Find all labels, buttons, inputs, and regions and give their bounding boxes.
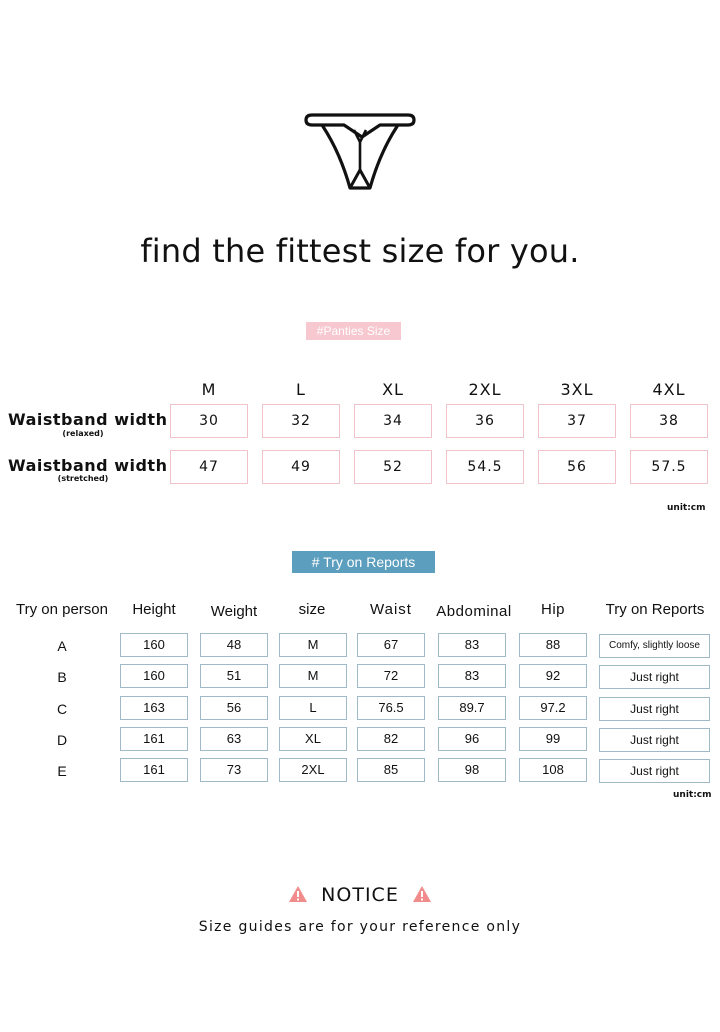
size-cell: 47 xyxy=(170,450,248,484)
hip-cell: 97.2 xyxy=(519,696,587,720)
size-cell: 49 xyxy=(262,450,340,484)
weight-cell: 51 xyxy=(200,664,268,688)
size-cell: M xyxy=(279,633,347,657)
waist-cell: 72 xyxy=(357,664,425,688)
size-header: M xyxy=(201,380,217,399)
size-cell: 54.5 xyxy=(446,450,524,484)
row-sub-stretched: (stretched) xyxy=(57,474,109,483)
header-hip: Hip xyxy=(540,601,565,618)
size-cell: 32 xyxy=(262,404,340,438)
report-cell: Just right xyxy=(599,728,710,752)
person-label: A xyxy=(57,638,67,654)
header-size: size xyxy=(298,601,326,618)
size-cell: 38 xyxy=(630,404,708,438)
weight-cell: 56 xyxy=(200,696,268,720)
height-cell: 160 xyxy=(120,664,188,688)
weight-cell: 48 xyxy=(200,633,268,657)
waist-cell: 85 xyxy=(357,758,425,782)
hip-cell: 99 xyxy=(519,727,587,751)
person-label: D xyxy=(56,732,68,748)
person-label: C xyxy=(56,701,68,717)
person-label: B xyxy=(57,669,67,685)
size-cell: 30 xyxy=(170,404,248,438)
header-try-on-person: Try on person xyxy=(16,601,108,618)
row-label-relaxed: Waistband width xyxy=(8,410,168,429)
height-cell: 161 xyxy=(120,758,188,782)
headline: find the fittest size for you. xyxy=(140,232,580,270)
height-cell: 161 xyxy=(120,727,188,751)
header-height: Height xyxy=(132,601,176,618)
report-cell: Just right xyxy=(599,697,710,721)
size-cell: 36 xyxy=(446,404,524,438)
abdominal-cell: 83 xyxy=(438,633,506,657)
waist-cell: 67 xyxy=(357,633,425,657)
size-cell: XL xyxy=(279,727,347,751)
header-abdominal: Abdominal xyxy=(436,603,512,620)
size-cell: L xyxy=(279,696,347,720)
hip-cell: 92 xyxy=(519,664,587,688)
abdominal-cell: 89.7 xyxy=(438,696,506,720)
panties-icon xyxy=(300,112,420,194)
hip-cell: 88 xyxy=(519,633,587,657)
size-header: 3XL xyxy=(560,380,594,399)
weight-cell: 73 xyxy=(200,758,268,782)
size-cell: 56 xyxy=(538,450,616,484)
size-cell: 37 xyxy=(538,404,616,438)
size-header: 2XL xyxy=(468,380,502,399)
warning-triangle-icon xyxy=(412,885,432,903)
report-cell: Just right xyxy=(599,665,710,689)
weight-cell: 63 xyxy=(200,727,268,751)
waist-cell: 76.5 xyxy=(357,696,425,720)
warning-triangle-icon xyxy=(288,885,308,903)
header-try-on-reports: Try on Reports xyxy=(605,601,705,618)
height-cell: 160 xyxy=(120,633,188,657)
row-label-stretched: Waistband width xyxy=(8,456,168,475)
abdominal-cell: 96 xyxy=(438,727,506,751)
height-cell: 163 xyxy=(120,696,188,720)
abdominal-cell: 98 xyxy=(438,758,506,782)
try-on-reports-tag: # Try on Reports xyxy=(292,551,435,573)
unit-label: unit:cm xyxy=(667,503,706,513)
row-sub-relaxed: (relaxed) xyxy=(62,429,104,438)
size-cell: M xyxy=(279,664,347,688)
notice-title: NOTICE xyxy=(321,884,399,906)
report-cell: Just right xyxy=(599,759,710,783)
header-weight: Weight xyxy=(210,603,258,620)
waist-cell: 82 xyxy=(357,727,425,751)
person-label: E xyxy=(57,763,67,779)
size-header: L xyxy=(296,380,306,399)
size-cell: 2XL xyxy=(279,758,347,782)
unit-label: unit:cm xyxy=(673,790,712,800)
panties-size-tag: #Panties Size xyxy=(306,322,401,340)
size-cell: 57.5 xyxy=(630,450,708,484)
report-cell: Comfy, slightly loose xyxy=(599,634,710,658)
abdominal-cell: 83 xyxy=(438,664,506,688)
notice-heading xyxy=(0,884,720,906)
size-header: XL xyxy=(382,380,404,399)
header-waist: Waist xyxy=(370,601,412,618)
size-header: 4XL xyxy=(652,380,686,399)
notice-text: Size guides are for your reference only xyxy=(198,919,522,935)
hip-cell: 108 xyxy=(519,758,587,782)
size-cell: 52 xyxy=(354,450,432,484)
size-cell: 34 xyxy=(354,404,432,438)
